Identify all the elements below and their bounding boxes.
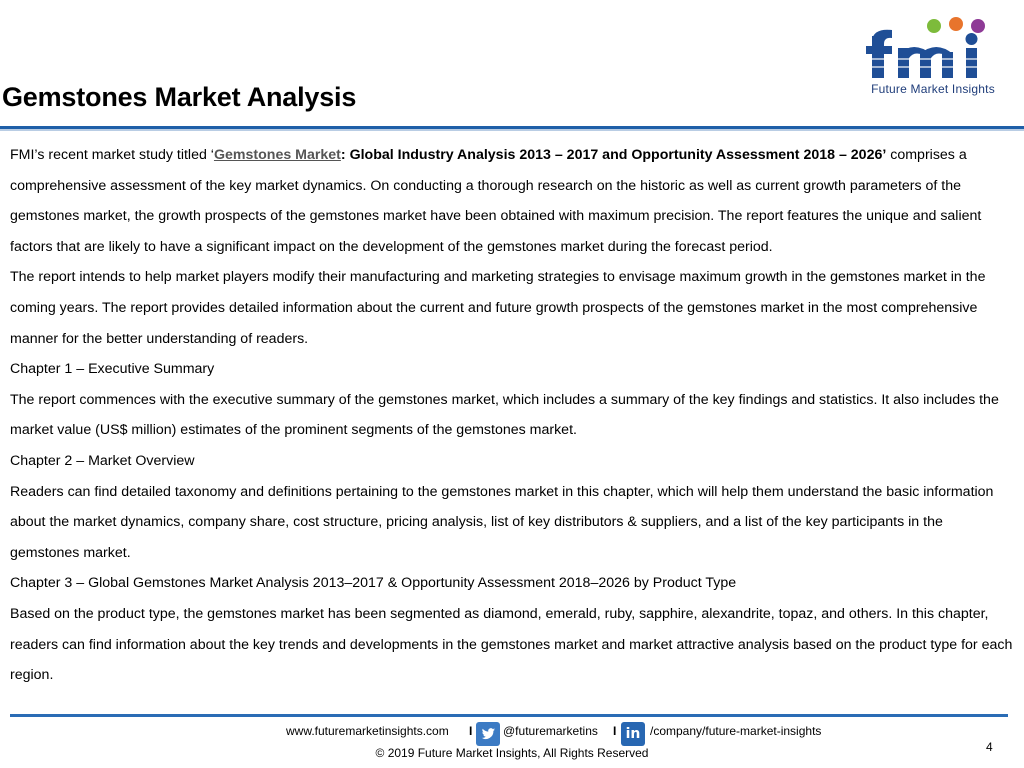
copyright-notice: © 2019 Future Market Insights, All Rights Reserved xyxy=(375,746,649,760)
logo-tagline: Future Market Insights xyxy=(871,82,995,96)
footer-contact-line xyxy=(0,722,1024,742)
title-divider-shadow xyxy=(0,129,1024,131)
footer-divider xyxy=(10,714,1008,717)
chapter-3-heading: Chapter 3 – Global Gemstones Market Analysis 2013–2017 & Opportunity Assessment 2018–2026 by Product Type xyxy=(10,575,737,592)
twitter-handle[interactable]: @futuremarketins xyxy=(503,724,598,738)
intro-paragraph xyxy=(10,140,1016,262)
body-text xyxy=(10,140,1016,691)
chapter-1-heading: Chapter 1 – Executive Summary xyxy=(10,361,215,378)
intro-report-title: : Global Industry Analysis 2013 – 2017 and Opportunity Assessment 2018 – 2026’ xyxy=(340,147,887,163)
chapter-2-heading: Chapter 2 – Market Overview xyxy=(10,452,195,469)
intro-lead: FMI’s recent market study titled ‘ xyxy=(10,147,214,163)
linkedin-icon[interactable]: in xyxy=(621,722,645,746)
footer-separator-2: I xyxy=(613,724,617,738)
twitter-icon[interactable] xyxy=(476,722,500,746)
page-title: Gemstones Market Analysis xyxy=(2,82,357,112)
chapter-1-text: The report commences with the executive summary of the gemstones market, which includes a summary of the key findings and statistics. It also includes the market value (US$ million) estimates of the prominent segments of the gemstones market. xyxy=(10,391,999,439)
page-number: 4 xyxy=(986,740,993,754)
chapter-2-text: Readers can find detailed taxonomy and definitions pertaining to the gemstones market in this chapter, which will help them understand the basic information about the market dynamics, company share, cost structure, pricing analysis, list of key distributors & suppliers, and a list of the key participants in the gemstones market. xyxy=(10,483,994,561)
website-link[interactable]: www.futuremarketinsights.com xyxy=(286,724,449,738)
footer-separator: I xyxy=(469,724,473,738)
chapter-3-text: Based on the product type, the gemstones market has been segmented as diamond, emerald, ruby, sapphire, alexandrite, topaz, and others. In this chapter, readers can find information about the key trends and developments in the gemstones market and market attractive analysis based on the product type for each region. xyxy=(10,605,1013,684)
purpose-paragraph: The report intends to help market players modify their manufacturing and marketing strategies to envisage maximum growth in the gemstones market in the coming years. The report provides detailed information about the current and future growth prospects of the gemstones market in the most comprehensive manner for the better understanding of readers. xyxy=(10,269,986,347)
gemstones-market-link[interactable]: Gemstones Market xyxy=(213,147,341,163)
fmi-logo-icon xyxy=(858,14,1008,100)
fmi-logo-graphic xyxy=(858,14,1008,82)
intro-rest: comprises a comprehensive assessment of the key market dynamics. On conducting a thorough research on the historic as well as current growth parameters of the gemstones market, the growth prospects of the gemstones market have been obtained with maximum precision. The report features the unique and salient factors that are likely to have a significant impact on the development of the gemstones market during the forecast period. xyxy=(10,147,982,255)
linkedin-path[interactable]: /company/future-market-insights xyxy=(650,724,822,738)
